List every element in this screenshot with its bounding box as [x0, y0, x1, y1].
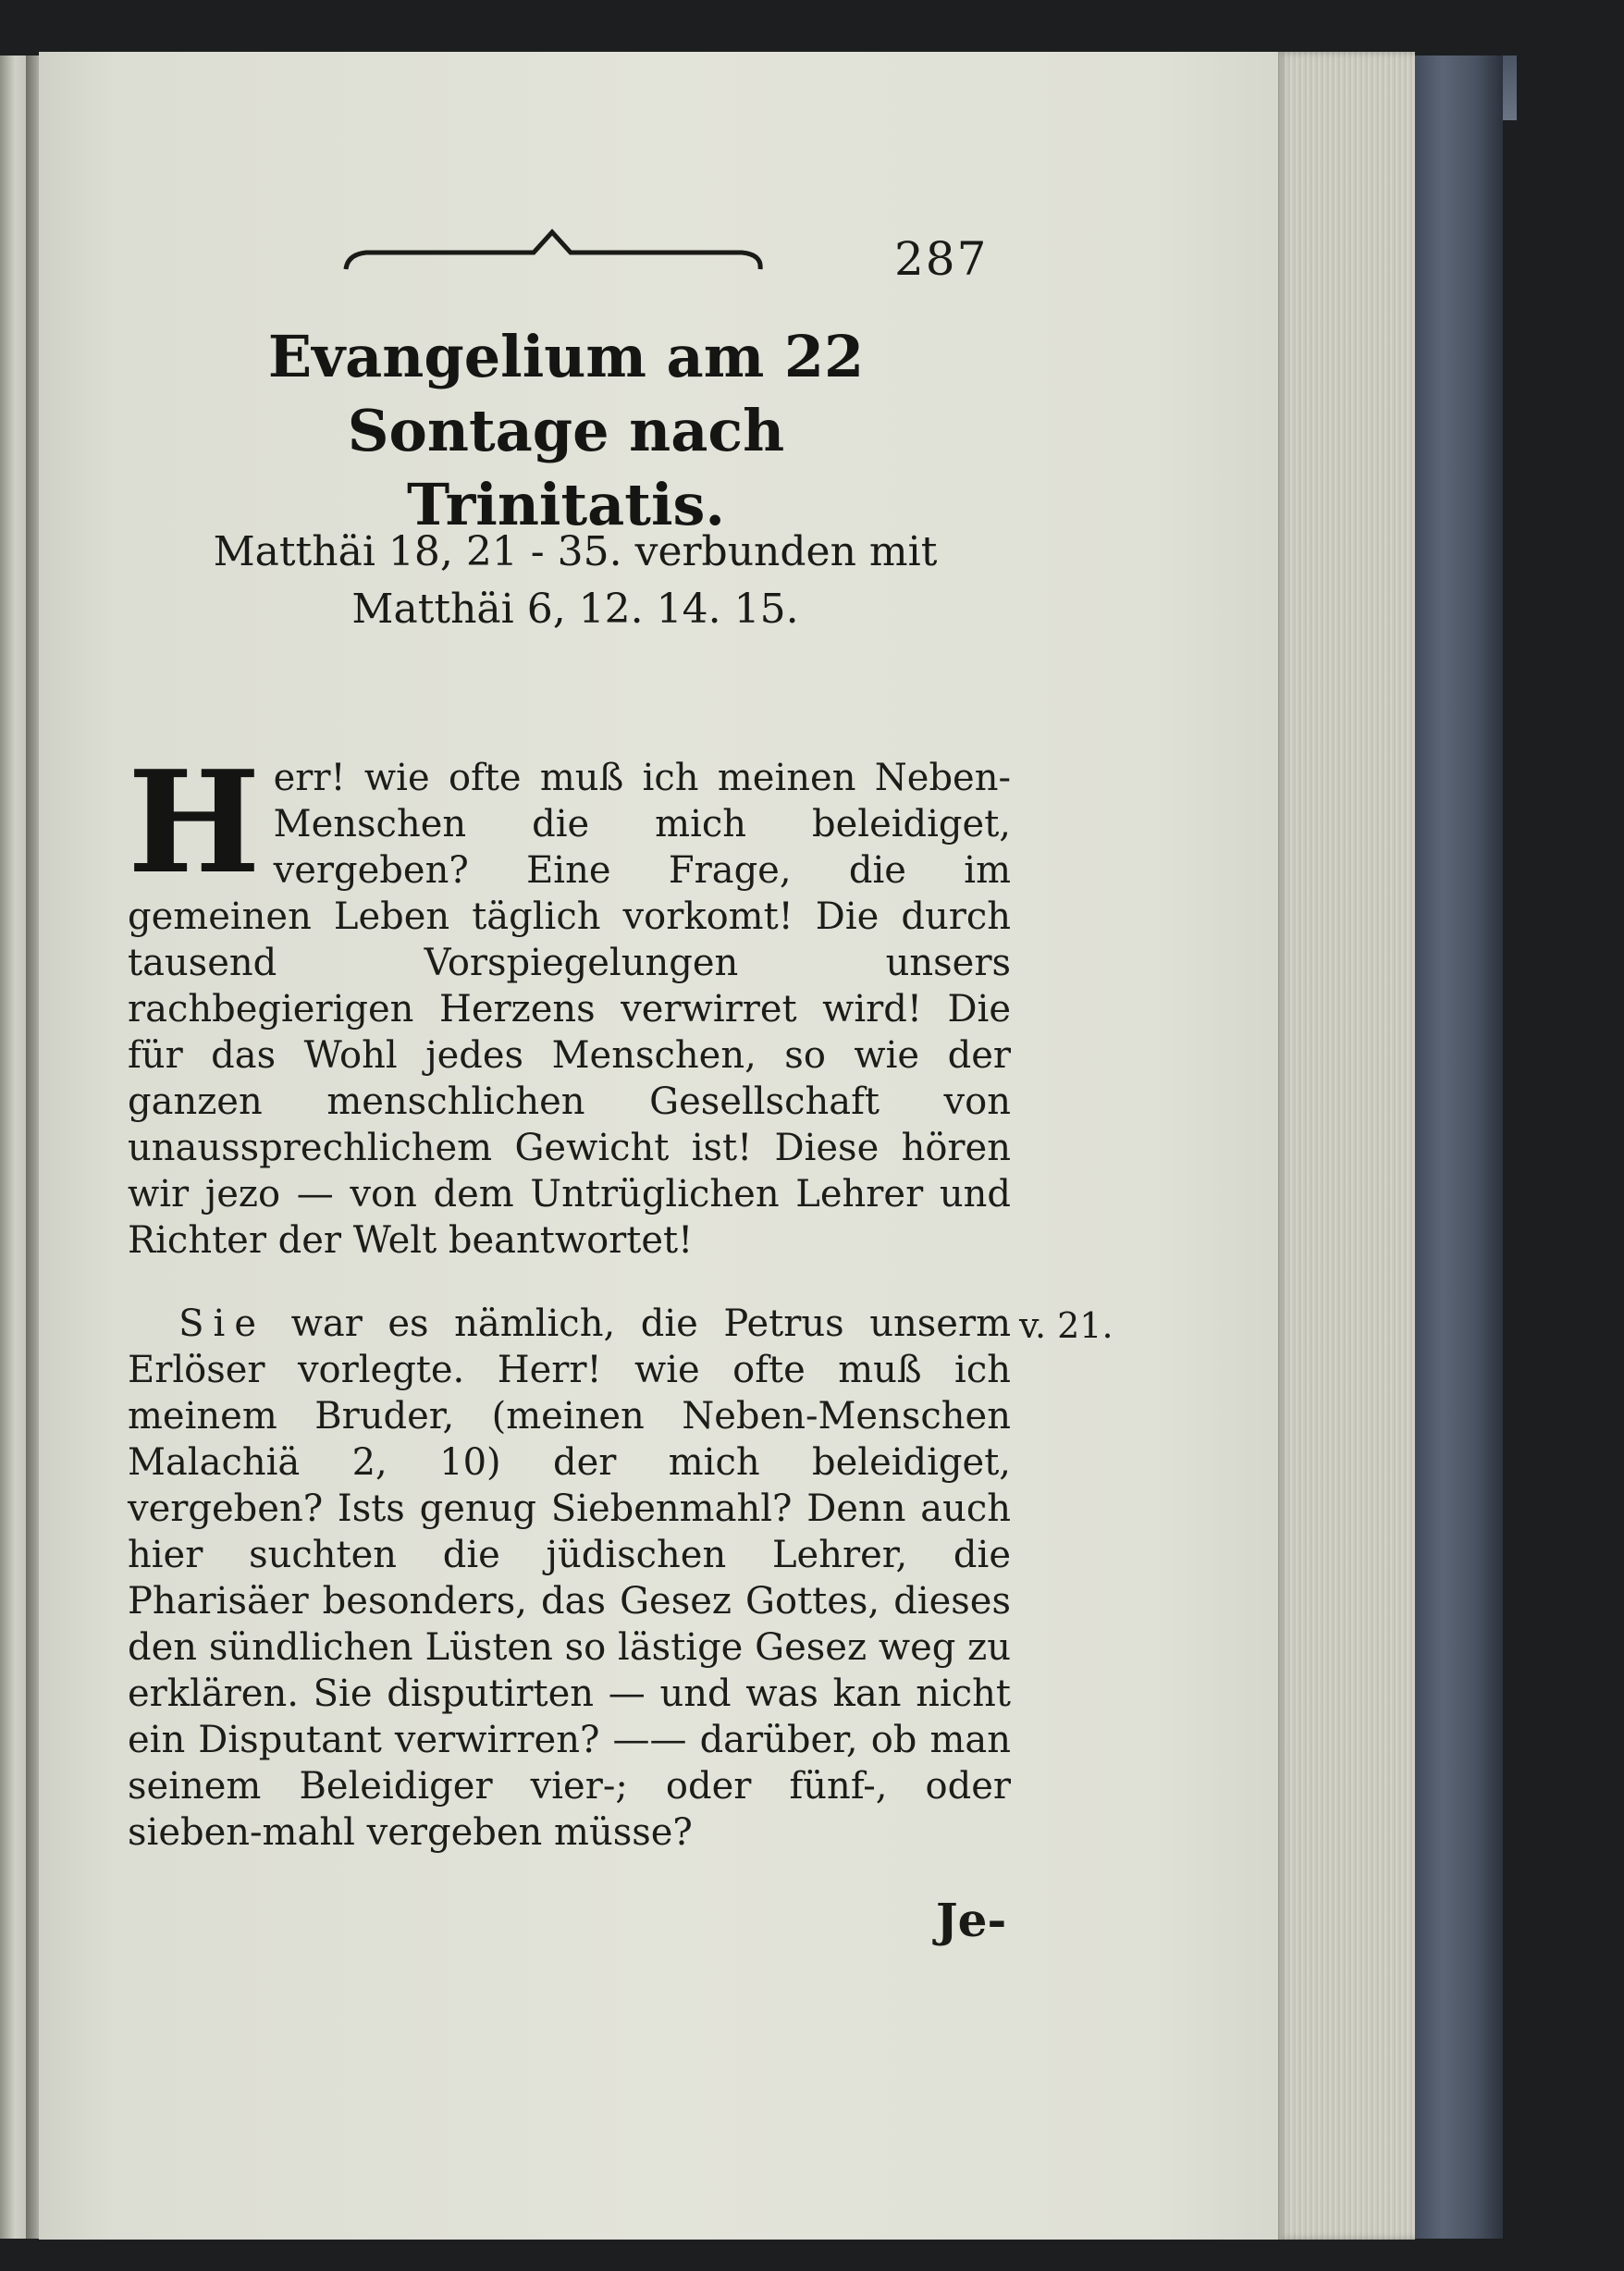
reference-line-2: Matthäi 6, 12. 14. 15. [351, 586, 799, 633]
paragraph-2-lead: Sie [178, 1302, 266, 1345]
drop-cap: H [128, 739, 261, 905]
catchword: Je- [936, 1893, 1007, 1947]
book-page [39, 52, 1278, 2240]
header-ornament [335, 214, 769, 288]
title-line-1: Evangelium am 22 Sontage nach [267, 323, 865, 464]
page-edges [1276, 52, 1415, 2240]
paragraph-1 [128, 739, 1011, 1264]
scripture-reference [178, 524, 973, 638]
paragraph-2 [128, 1301, 1011, 1856]
reference-line-1: Matthäi 18, 21 - 35. verbunden mit [213, 528, 938, 575]
paragraph-1-text: err! wie ofte muß ich meinen Neben-Menschen die mich beleidiget, vergeben? Eine Frage, die im gemeinen Leben täglich vorkomt! Die durch tausend Vorspiegelungen unsers rachbegierigen Herzens verwirret wird! Die für das Wohl jedes Menschen, so wie der ganzen menschlichen Gesellschaft von unaussprechlichem Gewicht ist! Diese hören wir jezo — von dem Untrüglichen Lehrer und Richter der Welt beantwortet! [128, 757, 1011, 1262]
paragraph-2-text: war es nämlich, die Petrus unserm Erlöser vorlegte. Herr! wie ofte muß ich meinem Bruder, (meinen Neben-Menschen Malachiä 2, 10) der mich beleidiget, vergeben? Ists genug Siebenmahl? Denn auch hier suchten die jüdischen Lehrer, die Pharisäer besonders, das Gesez Gottes, dieses den sündlichen Lüsten so lästige Gesez weg zu erklären. Sie disputirten — und was kan nicht ein Disputant verwirren? —— darüber, ob man seinem Beleidiger vier-; oder fünf-, oder sieben-mahl vergeben müsse? [128, 1302, 1011, 1854]
page-title [141, 320, 991, 542]
page-number: 287 [894, 232, 989, 286]
book-cover-side [1410, 56, 1503, 2239]
verse-margin-note: v. 21. [1019, 1305, 1113, 1346]
title-line-2: Trinitatis. [407, 471, 725, 538]
